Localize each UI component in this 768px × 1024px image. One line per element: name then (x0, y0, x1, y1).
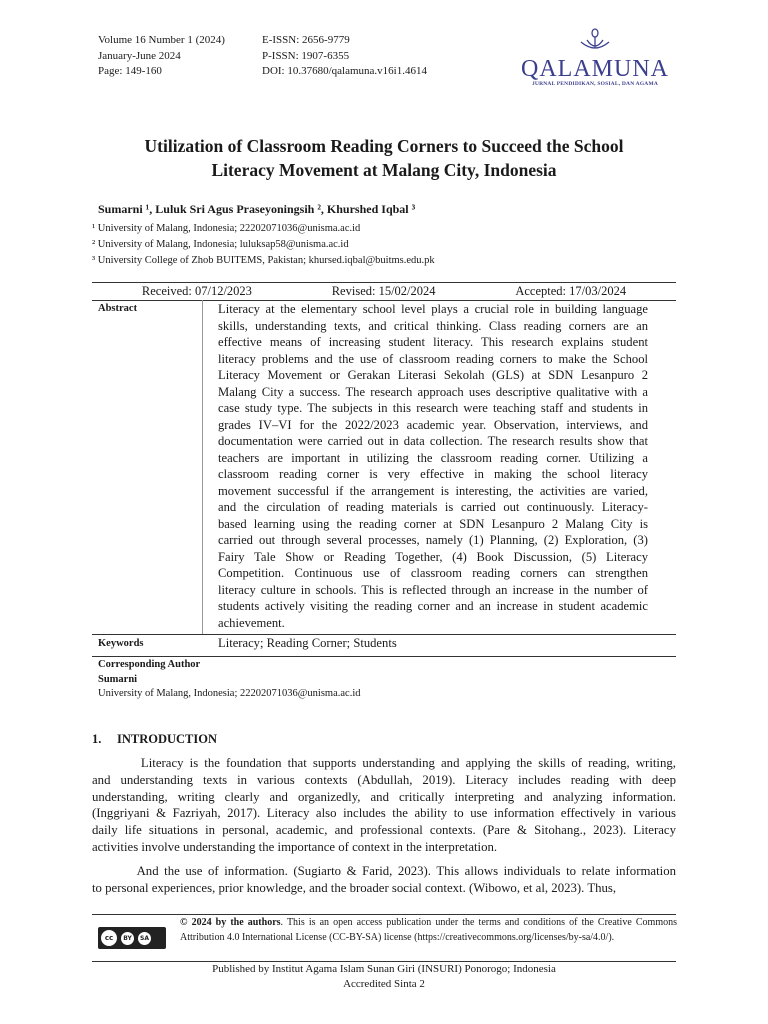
doi: DOI: 10.37680/qalamuna.v16i1.4614 (262, 65, 427, 77)
corresponding-author-affiliation: University of Malang, Indonesia; 22202071036@unisma.ac.id (98, 688, 361, 699)
pissn: P-ISSN: 1907-6355 (262, 49, 350, 62)
divider (92, 282, 676, 283)
text-line: daily life situations in personal, academic, and professional contexts. (Pare & Sitohang., 2023). Literacy (92, 823, 676, 838)
text-line: literacy culture in schools. This is reflected through an increase in the number of (218, 582, 648, 597)
accepted-date: Accepted: 17/03/2024 (515, 284, 627, 298)
text-line: Literacy at the elementary school level plays a crucial role in building language (218, 302, 648, 316)
keywords: Literacy; Reading Corner; Students (218, 636, 397, 650)
logo-wordmark: QALAMUNA (521, 56, 669, 82)
corresponding-author-name: Sumarni (98, 674, 138, 685)
affiliation: ³ University College of Zhob BUITEMS, Pakistan; khursed.iqbal@buitms.edu.pk (92, 255, 435, 266)
text-line: and understanding texts in various contexts (Abdullah, 2019). Literacy includes reading with deep (92, 772, 676, 787)
text-line: classroom reading corner is very effective in making the school literacy (218, 467, 648, 481)
paper-title (60, 134, 708, 182)
license-body: . This is an open access publication under the terms and conditions of the Creative Commons Attribution 4.0 International License (CC-BY-SA) license (https://creativecommons.org/licenses/by-sa/4.0/). (180, 917, 677, 943)
text-line: Literacy Movement or Gerakan Literasi Sekolah (GLS) at SDN Lesanpuro 2 (218, 368, 648, 382)
section-heading: 1. INTRODUCTION (92, 732, 218, 746)
authors: Sumarni ¹, Luluk Sri Agus Praseyoningsih ², Khurshed Iqbal ³ (98, 202, 416, 216)
text-line: Malang City a success. The research approach uses descriptive qualitative with a (218, 384, 648, 399)
by-icon: BY (121, 932, 134, 945)
text-line: skills, understanding texts, and critical thinking. Class reading corners are an (218, 318, 648, 333)
publisher: Published by Institut Agama Islam Sunan Giri (INSURI) Ponorogo; Indonesia (212, 963, 556, 975)
text-line: Fairy Tale Show or Reading Together, (4) Book Discussion, (5) Literacy (218, 549, 648, 564)
text-line: grades IV–VI for the 2022/2023 academic year. Observation, interviews, and (218, 417, 648, 432)
text-line: activities involve understanding the importance of context in the interpretation. (92, 839, 498, 854)
text-line: students actively visiting the reading corner and an increase in student academic (218, 599, 648, 613)
license-text (180, 916, 677, 945)
introduction-paragraph (92, 863, 676, 897)
revised-date: Revised: 15/02/2024 (331, 284, 436, 298)
publisher-info (92, 962, 676, 992)
title-line: Utilization of Classroom Reading Corners to Succeed the School (144, 136, 624, 156)
column-divider (202, 300, 203, 634)
corresponding-author-label: Corresponding Author (98, 659, 201, 670)
text-line: And the use of information. (Sugiarto & Farid, 2023). This allows individuals to relate information (92, 864, 676, 878)
journal-issue-info (98, 33, 225, 80)
text-line: effective means of increasing student literacy. This research explains student (218, 335, 648, 349)
received-date: Received: 07/12/2023 (141, 284, 252, 298)
period: January-June 2024 (98, 49, 181, 62)
text-line: Literacy is the foundation that supports understanding and applying the skills of reading, writing, (92, 756, 676, 770)
logo-subtitle: JURNAL PENDIDIKAN, SOSIAL, DAN AGAMA (531, 81, 659, 87)
accreditation: Accredited Sinta 2 (343, 978, 425, 990)
dates-row (92, 284, 676, 299)
text-line: carried out through several processes, namely (1) Planning, (2) Exploration, (3) (218, 533, 648, 547)
copyright: © 2024 by the authors (180, 917, 281, 928)
text-line: documentation were carried out in data collection. The research results show that (218, 434, 648, 448)
lotus-figure-icon (577, 28, 613, 52)
divider (92, 656, 676, 657)
text-line: literacy problems and the use of classroom reading corners to make the School (218, 351, 648, 366)
journal-ids (262, 33, 427, 80)
divider (92, 634, 676, 635)
keywords-label: Keywords (98, 638, 144, 649)
divider (92, 914, 676, 915)
text-line: understanding, writing clearly and organizedly, and critically interpreting and analyzing information. (92, 789, 676, 804)
affiliation: ² University of Malang, Indonesia; luluksap58@unisma.ac.id (92, 239, 349, 250)
text-line: and the circulation of reading materials is carried out continuously. Literacy- (218, 500, 648, 514)
affiliation: ¹ University of Malang, Indonesia; 22202071036@unisma.ac.id (92, 223, 361, 234)
introduction-paragraph (92, 755, 676, 856)
cc-icon: cc (101, 930, 117, 946)
eissn: E-ISSN: 2656-9779 (262, 34, 350, 46)
sa-icon: SA (138, 932, 151, 945)
title-line: Literacy Movement at Malang City, Indonesia (211, 160, 557, 180)
text-line: Competition. Continuous use of classroom reading corners can strengthen (218, 566, 648, 580)
abstract-label: Abstract (98, 303, 138, 314)
text-line: achievement. (218, 615, 285, 630)
cc-by-sa-badge[interactable] (98, 927, 166, 949)
text-line: to personal experiences, prior knowledge, and the broader social context. (Wibowo, et al, 2023). Thus, (92, 880, 617, 895)
text-line: case study type. The subjects in this research were teaching staff and students in (218, 401, 648, 415)
text-line: based learning using the reading corner at SDN Lesanpuro 2 Malang City is (218, 516, 648, 531)
journal-logo (520, 28, 670, 87)
abstract-text (218, 301, 648, 631)
volume: Volume 16 Number 1 (2024) (98, 34, 225, 46)
text-line: movement successful if the arrangement is interesting, the activities are varied, (218, 483, 648, 498)
pages: Page: 149-160 (98, 65, 162, 77)
text-line: teachers are important in utilizing the classroom reading corner. Utilizing a (218, 450, 648, 465)
text-line: (Inggriyani & Fazriyah, 2017). Literacy also includes the ability to use information effectively in various (92, 806, 676, 821)
